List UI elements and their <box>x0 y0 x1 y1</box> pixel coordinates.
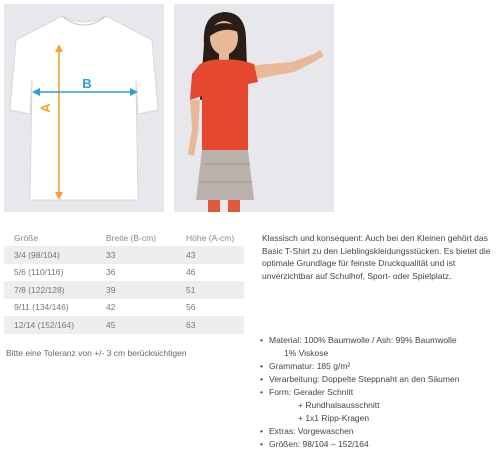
model-skirt <box>196 150 254 200</box>
tolerance-note: Bitte eine Toleranz von +/- 3 cm berücksichtigen <box>6 348 187 358</box>
model-tshirt <box>190 60 258 153</box>
feature-form-collar: + 1x1 Ripp-Kragen <box>298 413 370 423</box>
cell-height: 63 <box>176 316 244 334</box>
cell-size: 9/11 (134/146) <box>14 302 69 313</box>
cell-width: 36 <box>106 267 116 278</box>
label-b: B <box>82 76 92 91</box>
size-table-header <box>4 230 244 246</box>
table-row <box>4 264 244 282</box>
label-a: A <box>38 103 53 113</box>
feature-material-cont: 1% Viskose <box>284 348 329 358</box>
size-table <box>4 230 244 334</box>
feature-material: • Material: 100% Baumwolle / Ash: 99% Baumwolle <box>260 335 457 345</box>
header-height: Höhe (A-cm) <box>186 233 235 243</box>
cell-height: 56 <box>186 302 196 313</box>
header-size: Größe <box>14 233 39 243</box>
bullet-icon: • <box>260 361 263 371</box>
model-leg-right <box>228 200 240 212</box>
feature-extras: • Extras: Vorgewaschen <box>260 426 354 436</box>
child-model-photo <box>174 4 334 212</box>
cell-size: 12/14 (152/164) <box>4 316 96 334</box>
feature-form-neck: + Rundhalsausschnitt <box>298 400 380 410</box>
table-row <box>4 316 244 334</box>
size-diagram-panel <box>4 4 164 212</box>
cell-width: 33 <box>96 246 176 264</box>
bullet-icon: • <box>260 387 263 397</box>
table-row <box>4 299 244 317</box>
product-photo-panel <box>174 4 334 212</box>
tshirt-outline <box>10 16 158 200</box>
feature-form: • Form: Gerader Schnitt <box>260 387 354 397</box>
tshirt-diagram <box>4 4 164 212</box>
bullet-icon: • <box>260 335 263 345</box>
cell-height: 43 <box>176 246 244 264</box>
cell-width: 42 <box>106 302 116 313</box>
cell-size: 7/8 (122/128) <box>4 281 96 299</box>
cell-width: 45 <box>96 316 176 334</box>
feature-weight: • Grammatur: 185 g/m² <box>260 361 351 371</box>
model-arm-right <box>246 50 324 80</box>
cell-height: 46 <box>186 267 196 278</box>
header-width: Breite (B-cm) <box>106 233 157 243</box>
feature-sizes: • Größen: 98/104 – 152/164 <box>260 439 369 449</box>
cell-width: 39 <box>96 281 176 299</box>
bullet-icon: • <box>260 374 263 384</box>
cell-height: 51 <box>176 281 244 299</box>
bullet-icon: • <box>260 439 263 449</box>
cell-size: 3/4 (98/104) <box>4 246 96 264</box>
model-leg-left <box>208 200 220 212</box>
product-description: Klassisch und konsequent: Auch bei den Kleinen gehört das Basic T-Shirt zu den Lieblingskleidungsstücken. Es bietet die optimale Grundlage für feinste Druckqualität und ist unverzichtbar auf Schulhof, Sport- oder Spielplatz. <box>262 233 491 281</box>
feature-finish: • Verarbeitung: Doppelte Steppnaht an den Säumen <box>260 374 460 384</box>
cell-size: 5/6 (110/116) <box>14 267 64 278</box>
table-row <box>4 281 244 299</box>
feature-list <box>260 334 459 451</box>
model-arm-left <box>188 100 200 156</box>
bullet-icon: • <box>260 426 263 436</box>
table-row <box>4 246 244 264</box>
